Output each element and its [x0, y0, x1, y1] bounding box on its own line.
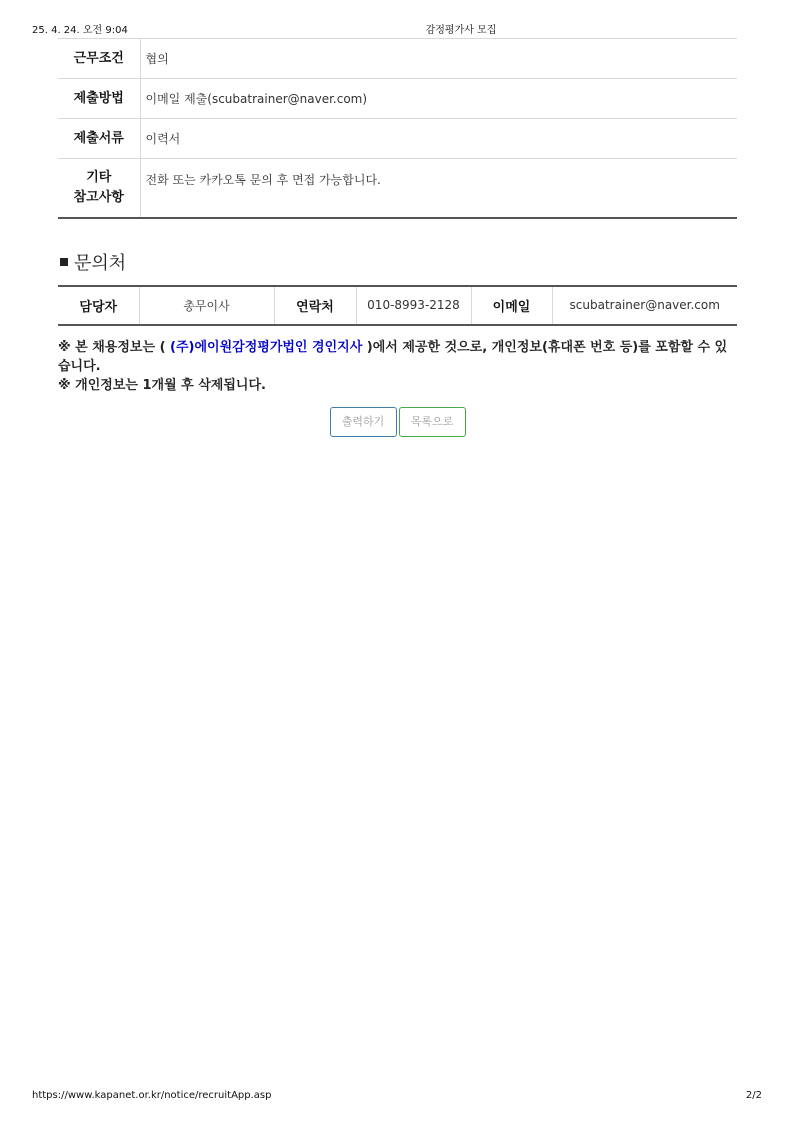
square-bullet-icon [60, 258, 68, 266]
notice-line-2: ※ 개인정보는 1개월 후 삭제됩니다. [58, 377, 266, 393]
privacy-notice [58, 338, 737, 395]
company-name: (주)에이원감정평가법인 경인지사 [170, 339, 363, 355]
info-value: 이메일 제출(scubatrainer@naver.com) [140, 79, 737, 119]
info-label: 근무조건 [58, 39, 140, 79]
info-value: 이력서 [140, 119, 737, 159]
recruit-info-table [58, 38, 737, 219]
print-header [32, 21, 762, 35]
notice-suffix: )에서 제공한 것으로, 개인정보(휴대폰 번호 등)를 포함할 수 있습니다. [58, 339, 728, 374]
email-value: scubatrainer@naver.com [569, 298, 720, 312]
manager-value: 총무이사 [139, 286, 274, 325]
page-number: 2/2 [745, 1090, 762, 1101]
contact-table [58, 285, 737, 326]
info-row-documents [58, 119, 737, 159]
info-row-submission-method [58, 79, 737, 119]
info-label [58, 159, 140, 218]
info-row-work-conditions [58, 39, 737, 79]
notice-line-1 [58, 338, 737, 376]
phone-value: 010-8993-2128 [356, 286, 471, 325]
contact-row [58, 286, 737, 325]
notice-prefix: ※ 본 채용정보는 ( [58, 339, 171, 355]
action-buttons [58, 407, 737, 437]
info-value: 협의 [140, 39, 737, 79]
contact-section-title [58, 250, 737, 274]
print-title: 감정평가사 모집 [425, 25, 497, 36]
info-label-line1: 기타 [86, 169, 112, 185]
info-label: 제출방법 [58, 79, 140, 119]
back-to-list-button[interactable]: 목록으로 [399, 407, 466, 437]
contact-title-text: 문의처 [74, 252, 127, 274]
email-label: 이메일 [471, 286, 552, 325]
manager-label: 담당자 [58, 286, 139, 325]
recruit-content [58, 38, 737, 437]
info-row-notes [58, 159, 737, 218]
page-url: https://www.kapanet.or.kr/notice/recruitApp.asp [32, 1090, 272, 1101]
info-value: 전화 또는 카카오톡 문의 후 면접 가능합니다. [145, 173, 381, 187]
info-label-line2: 참고사항 [73, 189, 124, 205]
info-label: 제출서류 [58, 119, 140, 159]
print-footer [32, 1090, 762, 1104]
phone-label: 연락처 [274, 286, 356, 325]
print-datetime: 25. 4. 24. 오전 9:04 [32, 25, 128, 36]
print-button[interactable]: 출력하기 [330, 407, 397, 437]
